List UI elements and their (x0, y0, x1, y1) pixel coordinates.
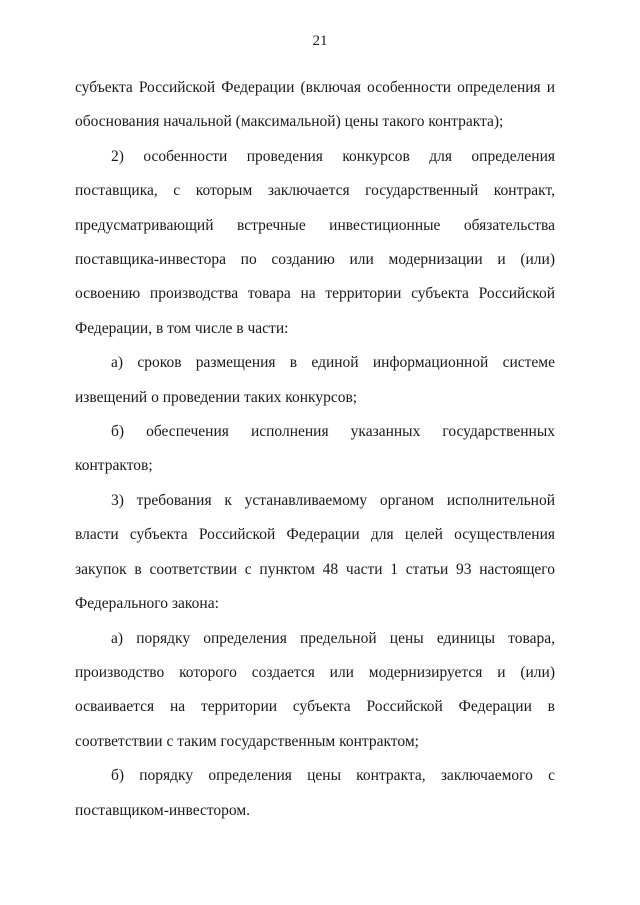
page-number: 21 (312, 33, 328, 49)
paragraph-item-3: 3) требования к устанавливаемому органом исполнительной власти субъекта Российской Федерации для целей осуществления закупок в соответствии с пунктом 48 части 1 статьи 93 настоящего Федерального закона: (75, 491, 555, 613)
paragraph-item-3b: б) порядку определения цены контракта, заключаемого с поставщиком-инвестором. (75, 767, 555, 819)
paragraph-item-2a: а) сроков размещения в единой информационной системе извещений о проведении таких конкурсов; (75, 354, 555, 406)
document-body (75, 71, 555, 828)
paragraph-item-2b: б) обеспечения исполнения указанных государственных контрактов; (75, 423, 555, 475)
paragraph-item-3a: а) порядку определения предельной цены единицы товара, производство которого создается или модернизируется и (или) осваивается на территории субъекта Российской Федерации в соответствии с таким государственным контрактом; (75, 629, 555, 750)
paragraph-continuation: субъекта Российской Федерации (включая особенности определения и обоснования начальной (максимальной) цены такого контракта); (75, 79, 555, 131)
paragraph-item-2: 2) особенности проведения конкурсов для определения поставщика, с которым заключается государственный контракт, предусматривающий встречные инвестиционные обязательства поставщика-инвестора по созданию или модернизации и (или) освоению производства товара на территории субъекта Российской Федерации, в том числе в части: (75, 147, 555, 337)
